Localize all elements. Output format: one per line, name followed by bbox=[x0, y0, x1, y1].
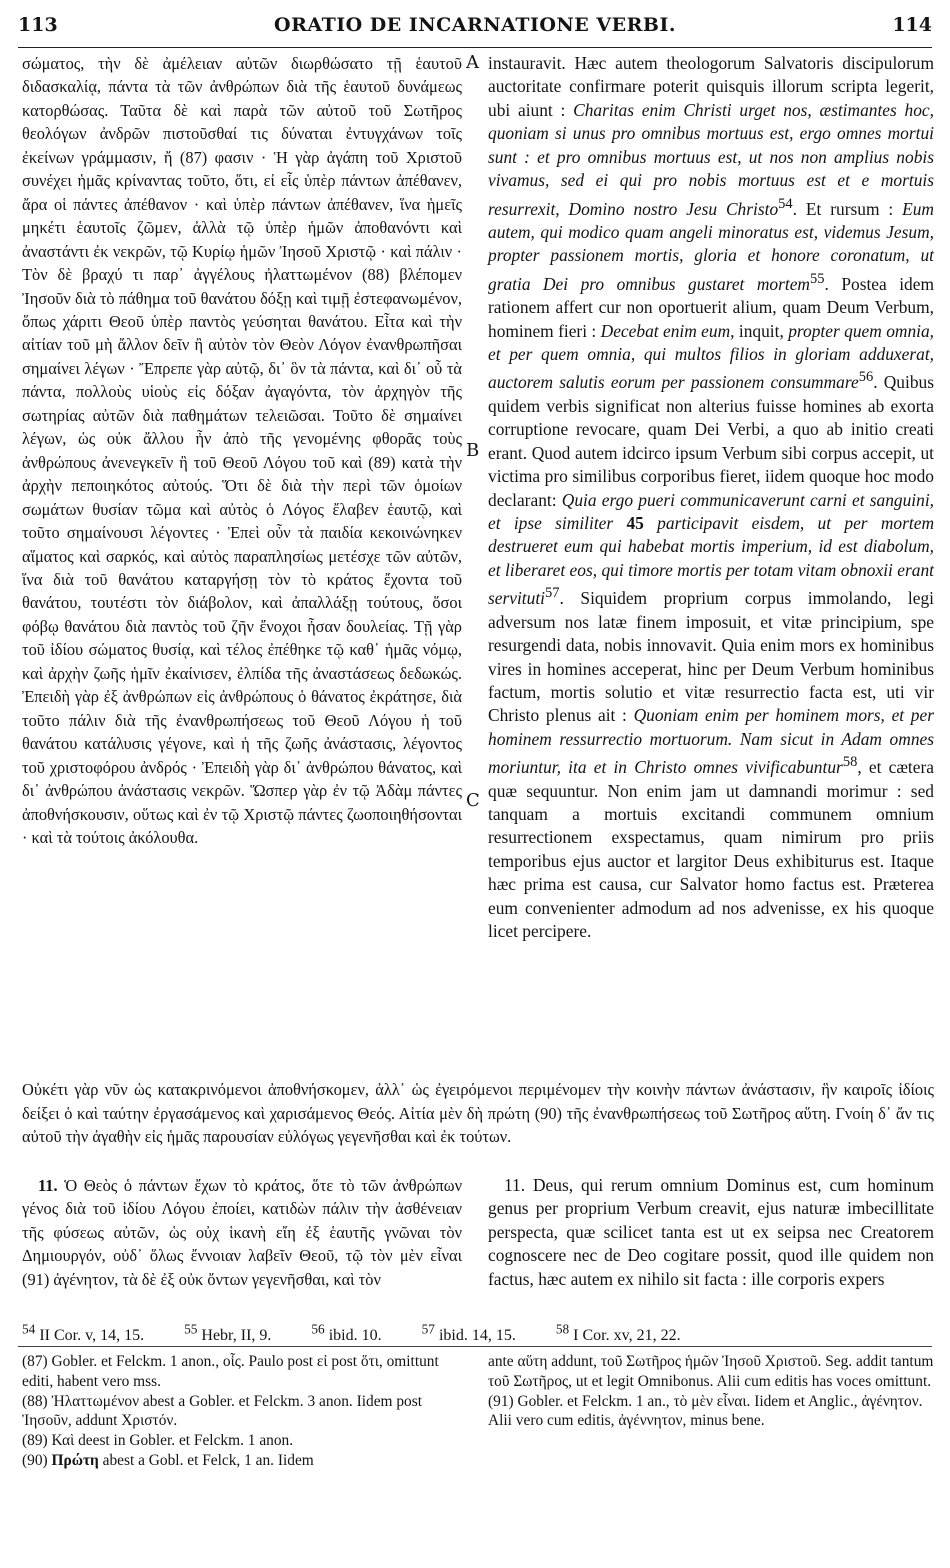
latin-section-11 bbox=[488, 1174, 934, 1291]
textual-note: (87) Gobler. et Felckm. 1 anon., οἷς. Paulo post εἰ post ὅτι, omittunt editi, habent vero mss. bbox=[22, 1353, 439, 1390]
scripture-references bbox=[22, 1322, 934, 1345]
latin-text: instauravit. Hæc autem theologorum Salvatoris discipulorum auctoritate confirmare poterit quisquis illorum scripta legerit, ubi aiunt : bbox=[488, 53, 934, 120]
greek-text: Ὁ Θεὸς ὁ πάντων ἔχων τὸ κράτος, ὅτε τὸ τῶν ἀνθρώπων γένος διὰ τοῦ ἰδίου Λόγου ἐποίει, κατιδὼν πάλιν τὴν ἀσθένειαν τῆς φύσεως αὐτῶν, ὡς οὐχ ἱκανὴ εἴη ἐξ ἑαυτῆς γνῶναι τὸν Δημιουργόν, οὐδ᾽ ὅλως ἔννοιαν λαβεῖν Θεοῦ, τῷ τὸν μὲν εἶναι (91) ἀγένητον, τὰ δὲ ἐξ οὐκ ὄντων γεγενῆσθαι, καὶ τὸν bbox=[22, 1176, 462, 1289]
greek-paragraph bbox=[22, 1174, 462, 1291]
textual-note: (90) Πρώτη abest a Gobl. et Felck, 1 an. Iidem bbox=[22, 1451, 314, 1469]
page-number-right: 114 bbox=[892, 14, 932, 36]
section-number: 11. bbox=[38, 1176, 58, 1195]
reference-item: $^{55}$ Hebr, II, 9. bbox=[184, 1322, 272, 1345]
footnote-ref: 55 bbox=[810, 270, 825, 287]
latin-text: . Postea idem rationem affert cur non oportuerit alium, quam Deum Verbum, hominem fieri : bbox=[488, 273, 934, 341]
latin-quote: Quoniam enim per hominem mors, et per hominem ressurrectio mortuorum. Nam sicut in Adam omnes moriuntur, ita et in Christo omnes vivificabuntur bbox=[488, 705, 934, 778]
page-title: ORATIO DE INCARNATIONE VERBI. bbox=[274, 14, 676, 36]
latin-paragraph bbox=[488, 52, 934, 944]
margin-letter-b: B bbox=[466, 440, 480, 461]
latin-column-top bbox=[488, 52, 934, 944]
greek-full-width-paragraph: Οὐκέτι γὰρ νῦν ὡς κατακρινόμενοι ἀποθνήσκομεν, ἀλλ᾽ ὡς ἐγειρόμενοι περιμένομεν τὴν κοινὴν πάντων ἀνάστασιν, ἣν καιροῖς ἰδίοις δείξει ὁ καὶ ταύτην ἐργασάμενος καὶ χαρισάμενος Θεός. Αἰτία μὲν δὴ πρώτη (90) τῆς ἐνανθρωπήσεως τοῦ Σωτῆρος αὕτη. Γνοίη δ᾽ ἄν τις αὐτοῦ τὴν ἀγαθὴν εἰς ἡμᾶς παρουσίαν εὐλόγως γεγενῆσθαι καὶ ἐκ τούτων. bbox=[22, 1080, 934, 1147]
notes-right-column bbox=[488, 1352, 934, 1431]
notes-divider bbox=[18, 1346, 932, 1347]
footnote-ref: 54 bbox=[778, 195, 793, 212]
latin-text: , et cætera quæ sequuntur. Non enim jam ut damnandi morimur : sed tanquam a mortuis excitandi communem omnium resurrectionem exspectamus, quam nimirum pro priis temporibus ejus auctor et largitor Deus exhibiturus est. Itaque hæc prima est causa, cur Salvator homo factus est. Præterea eum convenienter admodum ad nos advenisse, ex his quoque licet percipere. bbox=[488, 757, 934, 942]
textual-note: ante αὕτη addunt, τοῦ Σωτῆρος ἡμῶν Ἰησοῦ Χριστοῦ. Seg. addit tantum τοῦ Σωτῆρος, ut et legit Omnibonus. Alii cum editis has voces omittunt. bbox=[488, 1353, 934, 1390]
latin-quote: participavit eisdem, ut per mortem destrueret eum qui habebat mortis imperium, id est diabolum, et liberaret eos, qui timore mortis per totam vitam obnoxii erant servituti bbox=[488, 513, 935, 609]
latin-quote: propter quem omnia, et per quem omnia, qui multos filios in gloriam adduxerat, auctorem salutis eorum per passionem consummare bbox=[488, 320, 935, 393]
page-number-left: 113 bbox=[18, 14, 58, 36]
latin-text: inquit, bbox=[734, 320, 789, 341]
textual-note: (89) Καὶ deest in Gobler. et Felckm. 1 anon. bbox=[22, 1432, 294, 1450]
latin-quote: Eum autem, qui modico quam angeli minoratus est, videmus Jesum, propter passionem mortis, gloria et honore coronatum, ut gratia Dei pro omnibus gustaret mortem bbox=[488, 198, 934, 294]
footnote-ref: 58 bbox=[842, 754, 858, 771]
reference-item: $^{54}$ II Cor. v, 14, 15. bbox=[22, 1322, 145, 1345]
reference-item: $^{57}$ ibid. 14, 15. bbox=[421, 1322, 516, 1345]
column-number: 45 bbox=[626, 513, 644, 533]
notes-left-column bbox=[22, 1352, 462, 1471]
greek-column-top bbox=[22, 52, 462, 849]
latin-text: . Siquidem proprium corpus immolando, legi adversum nos latæ finem imposuit, et vitæ principium, spe resurgendi data, nobis innovavit. Quia enim mors ex hominibus vires in homines acceperat, hinc per Deum Verbum hominibus factum, mortis solutio et vitæ resurrectio facta est, uti vir Christo plenus ait : bbox=[488, 588, 934, 726]
running-header bbox=[18, 14, 932, 44]
latin-quote: Quia ergo pueri communicaverunt carni et sanguini, et ipse similiter bbox=[488, 489, 935, 533]
textual-note: (88) Ἠλαττωμένον abest a Gobler. et Felckm. 3 anon. Iidem post Ἰησοῦν, addunt Χριστόν. bbox=[22, 1392, 423, 1430]
textual-note: (91) Gobler. et Felckm. 1 an., τὸ μὲν εἶναι. Iidem et Anglic., ἀγένητον. Alii vero cum editis, ἀγέννητον, minus bene. bbox=[488, 1392, 923, 1430]
latin-text: . Et rursum : bbox=[792, 198, 903, 219]
footnote-ref: 56 bbox=[858, 369, 874, 386]
reference-item: $^{58}$ I Cor. xv, 21, 22. bbox=[555, 1322, 681, 1345]
margin-letter-a: A bbox=[466, 52, 479, 73]
latin-text: . Quibus quidem verbis significat non alterius fuisse homines ab exorta corruptione revocare, quam Dei Verbi, a quo ab initio creati erant. Quod autem idcirco ipsum Verbum sibi corpus accepit, ut victima pro similibus corporibus fieret, iidem quoque hoc modo declarant: bbox=[488, 372, 934, 510]
latin-quote: Charitas enim Christi urget nos, æstimantes hoc, quoniam si unus pro omnibus mortuus est, ergo omnes mortui sunt : et pro omnibus mortuus est, ut nos non amplius nobis vivamus, sed ei qui pro nobis mortuus est et e mortuis resurrexit, Domino nostro Jesu Christo bbox=[488, 99, 934, 219]
greek-section-11 bbox=[22, 1174, 462, 1291]
margin-letter-c: C bbox=[466, 790, 480, 811]
header-rule bbox=[18, 47, 932, 48]
latin-quote: Decebat enim eum, bbox=[600, 320, 735, 341]
greek-paragraph: σώματος, τὴν δὲ ἀμέλειαν αὐτῶν διωρθώσατο τῇ ἑαυτοῦ διδασκαλίᾳ, πάντα τὰ τῶν ἀνθρώπων διὰ τῆς ἑαυτοῦ δυνάμεως κατορθώσας. Ταῦτα δὲ καὶ παρὰ τῶν αὐτοῦ τοῦ Σωτῆρος θεολόγων ἀνδρῶν πιστοῦσθαί τις δύναται ἐντυγχάνων τοῖς ἐκείνων γράμμασιν, ἤ (87) φασιν · Ἡ γὰρ ἀγάπη τοῦ Χριστοῦ συνέχει ἡμᾶς κρίναντας τοῦτο, ὅτι, εἰ εἷς ὑπὲρ πάντων ἀπέθανεν, ἄρα οἱ πάντες ἀπέθανον · καὶ ὑπὲρ πάντων ἀπέθανεν, ἵνα ἡμεῖς μηκέτι ἑαυτοῖς ζῶμεν, ἀλλὰ τῷ ὑπὲρ ἡμῶν ἀποθανόντι καὶ ἀναστάντι ἐκ νεκρῶν, τῷ Κυρίῳ ἡμῶν Ἰησοῦ Χριστῷ · καὶ πάλιν · Τὸν δὲ βραχύ τι παρ᾽ ἀγγέλους ἠλαττωμένον (88) βλέπομεν Ἰησοῦν διὰ τὸ πάθημα τοῦ θανάτου δόξῃ καὶ τιμῇ ἐστεφανωμένον, ὅπως χάριτι Θεοῦ ὑπὲρ παντὸς γεύσηται θανάτου. Εἶτα καὶ τὴν αἰτίαν τοῦ μὴ ἄλλον δεῖν ἢ αὐτὸν τὸν Θεὸν Λόγον ἐνανθρωπῆσαι σημαίνει λέγων · Ἔπρεπε γὰρ αὐτῷ, δι᾽ ὃν τὰ πάντα, καὶ δι᾽ οὗ τὰ πάντα, πολλοὺς υἱοὺς εἰς δόξαν ἀγαγόντα, τὸν ἀρχηγὸν τῆς σωτηρίας αὐτῶν διὰ παθημάτων τελειῶσαι. Τοῦτο δὲ σημαίνει λέγων, ὡς οὐκ ἄλλου ἦν ἀπὸ τῆς γενομένης φθορᾶς τοὺς ἀνθρώπους ἀνενεγκεῖν ἢ τοῦ Θεοῦ Λόγου τοῦ καὶ (89) κατὰ τὴν ἀρχὴν πεποιηκότος αὐτούς. Ὅτι δὲ διὰ τὴν περὶ τῶν ὁμοίων σωμάτων θυσίαν τῶμα καὶ αὐτὸς ὁ Λόγος ἔλαβεν ἑαυτῷ, καὶ τοῦτο σημαίνουσι λέγοντες · Ἐπεὶ οὖν τὰ παιδία κεκοινώνηκεν αἵματος καὶ σαρκός, καὶ αὐτὸς παραπλησίως μετέσχε τῶν αὐτῶν, ἵνα διὰ τοῦ θανάτου καταργήσῃ τὸν τὸ κράτος ἔχοντα τοῦ θανάτου, τουτέστι τὸν διάβολον, καὶ ἀπαλλάξῃ τούτους, ὅσοι φόβῳ θανάτου διὰ παντὸς τοῦ ζῆν ἔνοχοι ἦσαν δουλείας. Τῇ γὰρ τοῦ ἰδίου σώματος θυσίᾳ, καὶ τέλος ἐπέθηκε τῷ καθ᾽ ἡμᾶς νόμῳ, καὶ ἀρχὴν ζωῆς ἡμῖν ἐκαίνισεν, ἐλπίδα τῆς ἀναστάσεως δεδωκώς. Ἐπειδὴ γὰρ ἐξ ἀνθρώπων εἰς ἀνθρώπους ὁ θάνατος ἐκράτησε, διὰ τοῦτο πάλιν διὰ τῆς ἐνανθρωπήσεως τοῦ Θεοῦ Λόγου ἡ τοῦ θανάτου κατάλυσις γέγονε, καὶ ἡ τῆς ζωῆς ἀνάστασις, λέγοντος τοῦ χριστοφόρου ἀνδρός · Ἐπειδὴ γὰρ δι᾽ ἀνθρώπου θάνατος, καὶ δι᾽ ἀνθρώπου ἀνάστασις νεκρῶν. Ὥσπερ γὰρ ἐν τῷ Ἀδὰμ πάντες ἀποθνήσκουσιν, οὕτως καὶ ἐν τῷ Χριστῷ πάντες ζωοποιηθήσονται · καὶ τὰ τούτοις ἀκόλουθα. bbox=[22, 54, 462, 847]
latin-paragraph: 11. Deus, qui rerum omnium Dominus est, cum hominum genus per proprium Verbum creavit, ejus naturæ imbecillitate perspecta, quæ scilicet tanta est ut ex seipsa nec Creatorem cognoscere nec de Deo cogitare possit, quod ille quidem non factus, hæc autem ex nihilo sit facta : ille corporis expers bbox=[488, 1175, 934, 1289]
reference-item: $^{56}$ ibid. 10. bbox=[311, 1322, 382, 1345]
footnote-ref: 57 bbox=[545, 585, 560, 602]
